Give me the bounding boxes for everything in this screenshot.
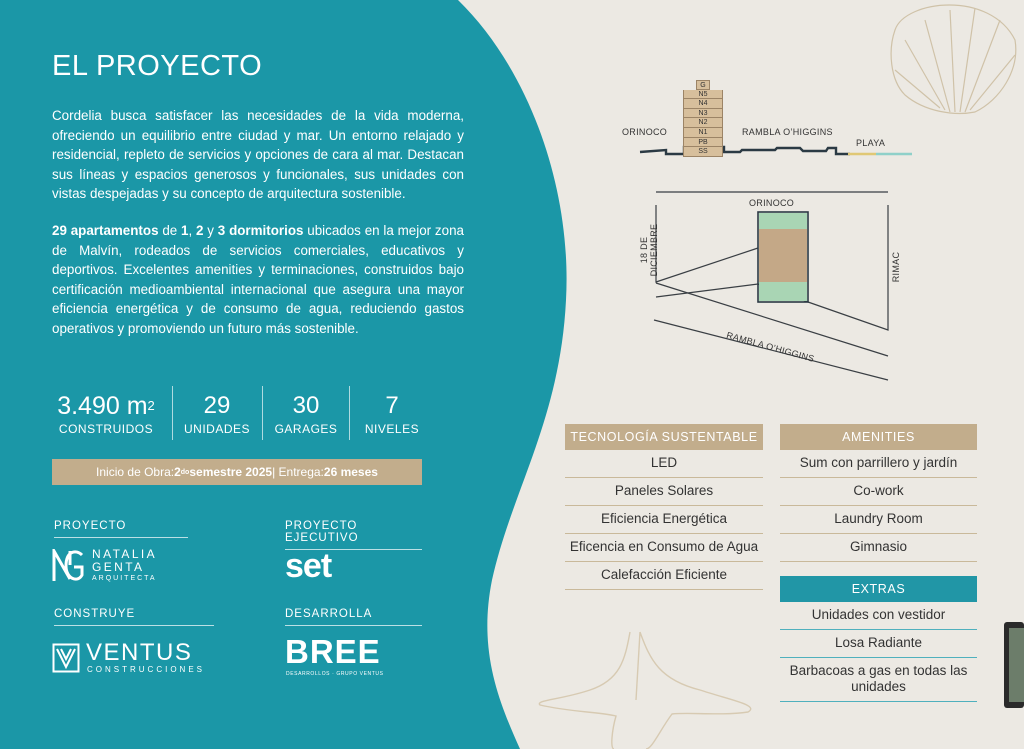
building-floors — [683, 80, 723, 157]
list-item: Barbacoas a gas en todas las unidades — [780, 658, 977, 702]
list-item: Calefacción Eficiente — [565, 562, 763, 590]
intro-paragraph: Cordelia busca satisfacer las necesidades de la vida moderna, ofreciendo un equilibrio entre ciudad y mar. Un entorno relajado y residencial, repleto de servicios y opciones de cara al mar. Destacan sus líneas y espacios generosos y funcionales, sus unidades con vistas despejadas y su concepto de arquitectura sostenible. — [52, 108, 464, 202]
ventus-mark-icon — [52, 643, 80, 673]
floor-pb: PB — [683, 138, 723, 148]
list-item: Sum con parrillero y jardín — [780, 450, 977, 478]
tech-table — [565, 424, 763, 590]
set-logo: set — [285, 547, 332, 585]
floor-g: G — [696, 80, 710, 90]
stat-divider — [262, 386, 263, 440]
credit-label-desarrolla: DESARROLLA — [285, 608, 422, 626]
site-street-left: 18 DE DICIEMBRE — [639, 223, 659, 277]
credit-label-ejecutivo: PROYECTO EJECUTIVO — [285, 520, 422, 550]
building-section — [683, 80, 723, 157]
list-item: Gimnasio — [780, 534, 977, 562]
tech-list — [565, 450, 763, 590]
amenities-list — [780, 450, 977, 562]
page-title: EL PROYECTO — [52, 50, 263, 82]
stat-levels: 7 NIVELES — [364, 392, 420, 436]
list-item: Eficiencia Energética — [565, 506, 763, 534]
stat-area: 3.490 $m^2$ CONSTRUIDOS — [57, 392, 155, 436]
schedule-banner: Inicio de Obra: 2 do semestre 2025 | Entrega: 26 meses — [52, 459, 422, 485]
amenities-header: AMENITIES — [780, 424, 977, 450]
stat-garages: 30 GARAGES — [274, 392, 338, 436]
extras-header: EXTRAS — [780, 576, 977, 602]
list-item: Paneles Solares — [565, 478, 763, 506]
list-item: Losa Radiante — [780, 630, 977, 658]
natalia-genta-logo: NATALIA GENTA ARQUITECTA — [52, 546, 192, 586]
floor-ss: SS — [683, 147, 723, 157]
extras-list — [780, 602, 977, 702]
floor-n3: N3 — [683, 109, 723, 119]
floor-n5: N5 — [683, 90, 723, 100]
credit-label-proyecto: PROYECTO — [54, 520, 188, 538]
floor-n1: N1 — [683, 128, 723, 138]
details-paragraph: 29 apartamentos de 1, 2 y 3 dormitorios ubicados en la mejor zona de Malvín, rodeados de servicios comerciales, educativos y deportivos. Excelentes amenities y terminaciones, construidos bajo certificación medioambiental internacional que asegura una mayor eficiencia energética y de consumo de agua, reduciendo gastos operativos y promoviendo un futuro más sostenible. — [52, 223, 464, 336]
section-label-left: ORINOCO — [622, 127, 668, 137]
credit-label-construye: CONSTRUYE — [54, 608, 214, 626]
list-item: Eficencia en Consumo de Agua — [565, 534, 763, 562]
site-street-right: RIMAC — [891, 251, 901, 283]
stat-divider — [172, 386, 173, 440]
amenities-table — [780, 424, 977, 562]
list-item: Unidades con vestidor — [780, 602, 977, 630]
site-street-bottom: RAMBLA O’HIGGINS — [725, 330, 816, 364]
lot-green-top — [759, 213, 807, 229]
section-label-right: PLAYA — [856, 138, 886, 148]
floor-n2: N2 — [683, 118, 723, 128]
ng-monogram-icon — [52, 549, 84, 583]
lot-green-bottom — [759, 282, 807, 301]
bree-logo: BREE DESARROLLOS · GRUPO VENTUS — [285, 633, 384, 677]
lot-building — [759, 229, 807, 282]
section-label-mid: RAMBLA O’HIGGINS — [742, 127, 833, 137]
extras-table — [780, 576, 977, 702]
stat-divider — [349, 386, 350, 440]
site-street-top: ORINOCO — [749, 198, 795, 208]
ventus-logo: VENTUS CONSTRUCCIONES — [52, 640, 222, 676]
floor-n4: N4 — [683, 99, 723, 109]
stat-units: 29 UNIDADES — [183, 392, 250, 436]
list-item: Co-work — [780, 478, 977, 506]
list-item: Laundry Room — [780, 506, 977, 534]
unit-count: 29 apartamentos — [52, 223, 159, 238]
list-item: LED — [565, 450, 763, 478]
tech-header: TECNOLOGÍA SUSTENTABLE — [565, 424, 763, 450]
